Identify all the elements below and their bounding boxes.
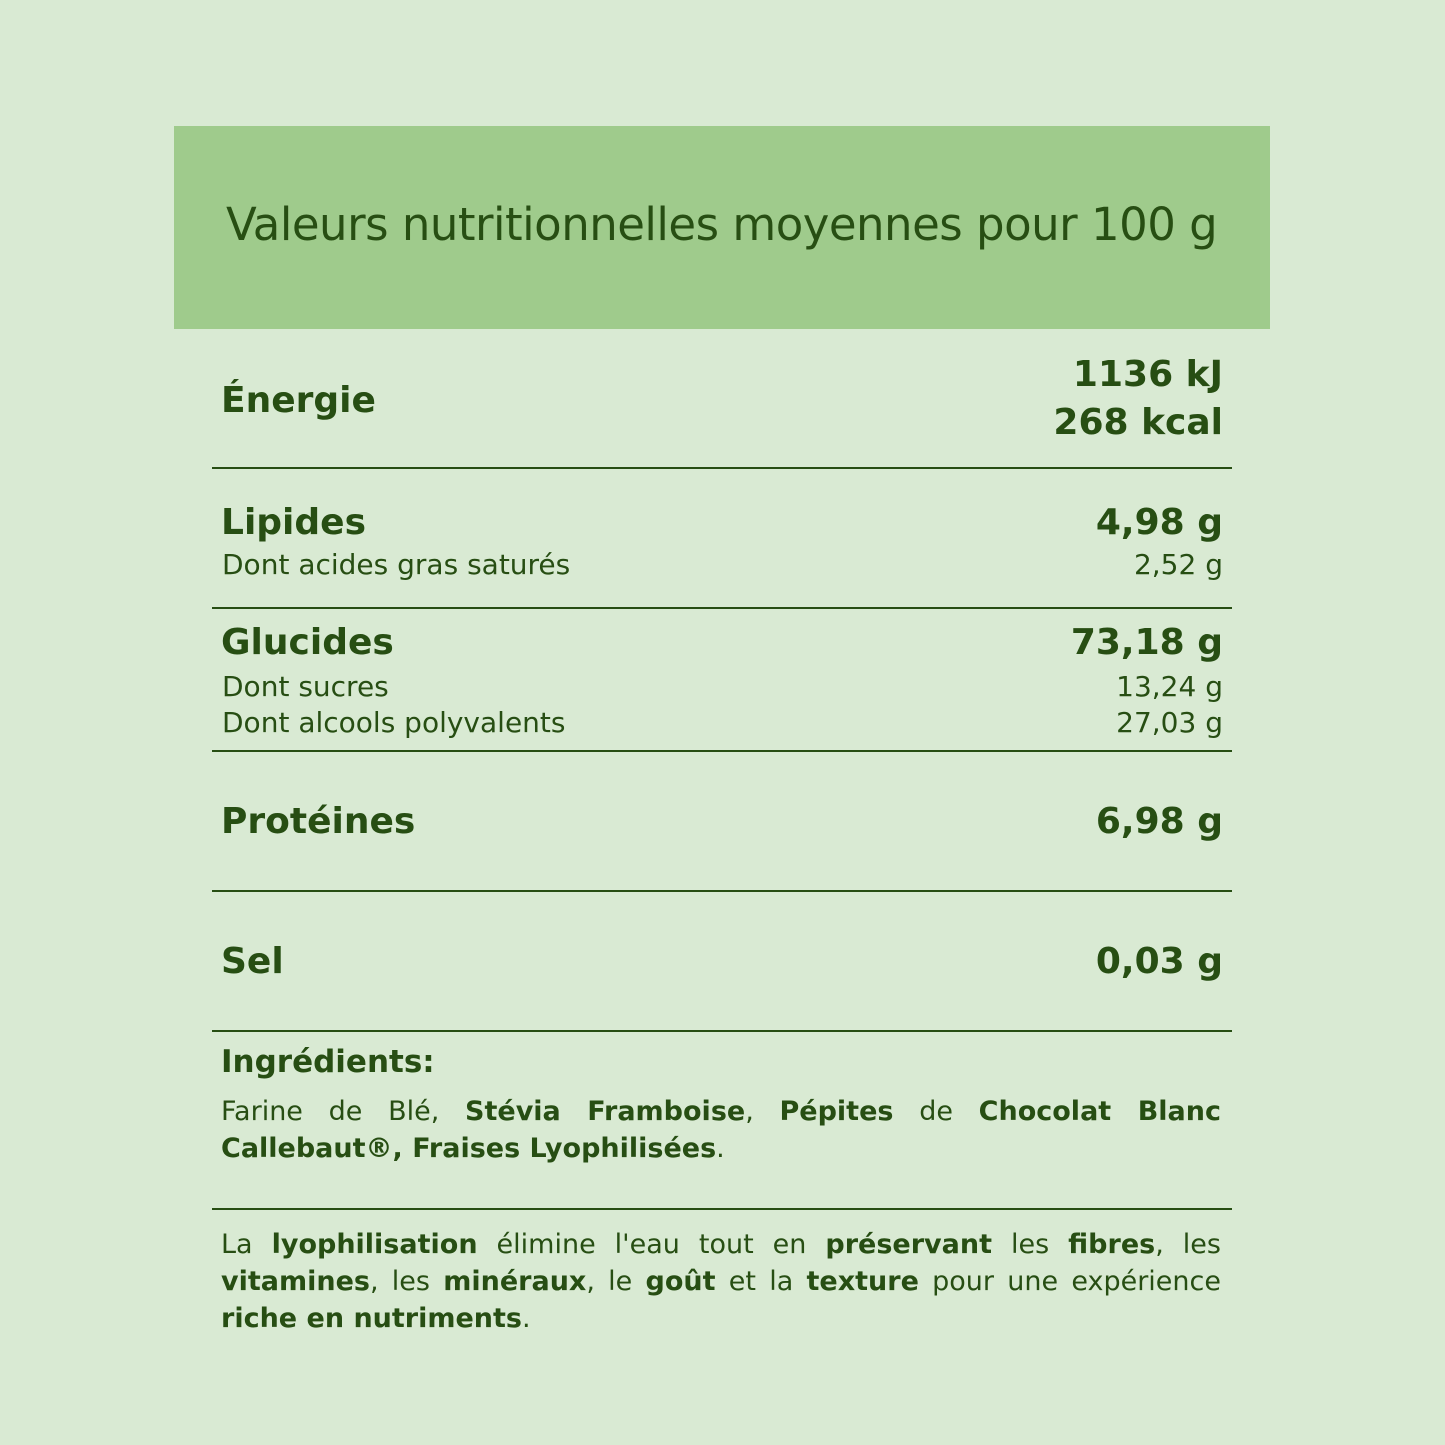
proteines-label: Protéines: [221, 801, 416, 842]
glucides-sub2-value: 27,03 g: [1116, 706, 1223, 739]
glucides-sub1-label: Dont sucres: [222, 670, 389, 703]
divider: [212, 890, 1232, 892]
ingredients-title: Ingrédients:: [221, 1044, 435, 1080]
divider: [212, 750, 1232, 752]
lipides-value: 4,98 g: [1095, 502, 1223, 543]
sel-value: 0,03 g: [1095, 941, 1223, 982]
lipides-label: Lipides: [221, 502, 367, 543]
lipides-sub-label: Dont acides gras saturés: [222, 548, 571, 581]
page-title: Valeurs nutritionnelles moyennes pour 100 g: [226, 198, 1218, 251]
divider: [212, 1208, 1232, 1210]
glucides-value: 73,18 g: [1070, 622, 1223, 663]
glucides-sub2-label: Dont alcools polyvalents: [222, 706, 566, 739]
sel-label: Sel: [221, 941, 284, 982]
divider: [212, 467, 1232, 469]
energie-kcal: 268 kcal: [1053, 402, 1223, 443]
proteines-value: 6,98 g: [1095, 801, 1223, 842]
divider: [212, 607, 1232, 609]
energie-kj: 1136 kJ: [1072, 354, 1223, 395]
energie-label: Énergie: [221, 380, 376, 421]
lipides-sub-value: 2,52 g: [1133, 548, 1223, 581]
lyophilisation-note: La lyophilisation élimine l'eau tout en préservant les fibres, les vitamines, les minéraux, le goût et la texture pour une expérience riche en nutriments.: [221, 1229, 1221, 1334]
header-banner: [174, 126, 1270, 329]
ingredients-text: Farine de Blé, Stévia Framboise, Pépites de Chocolat Blanc Callebaut®, Fraises Lyophilisées.: [221, 1096, 1222, 1164]
divider: [212, 1030, 1232, 1032]
glucides-sub1-value: 13,24 g: [1116, 670, 1223, 703]
glucides-label: Glucides: [221, 622, 394, 663]
